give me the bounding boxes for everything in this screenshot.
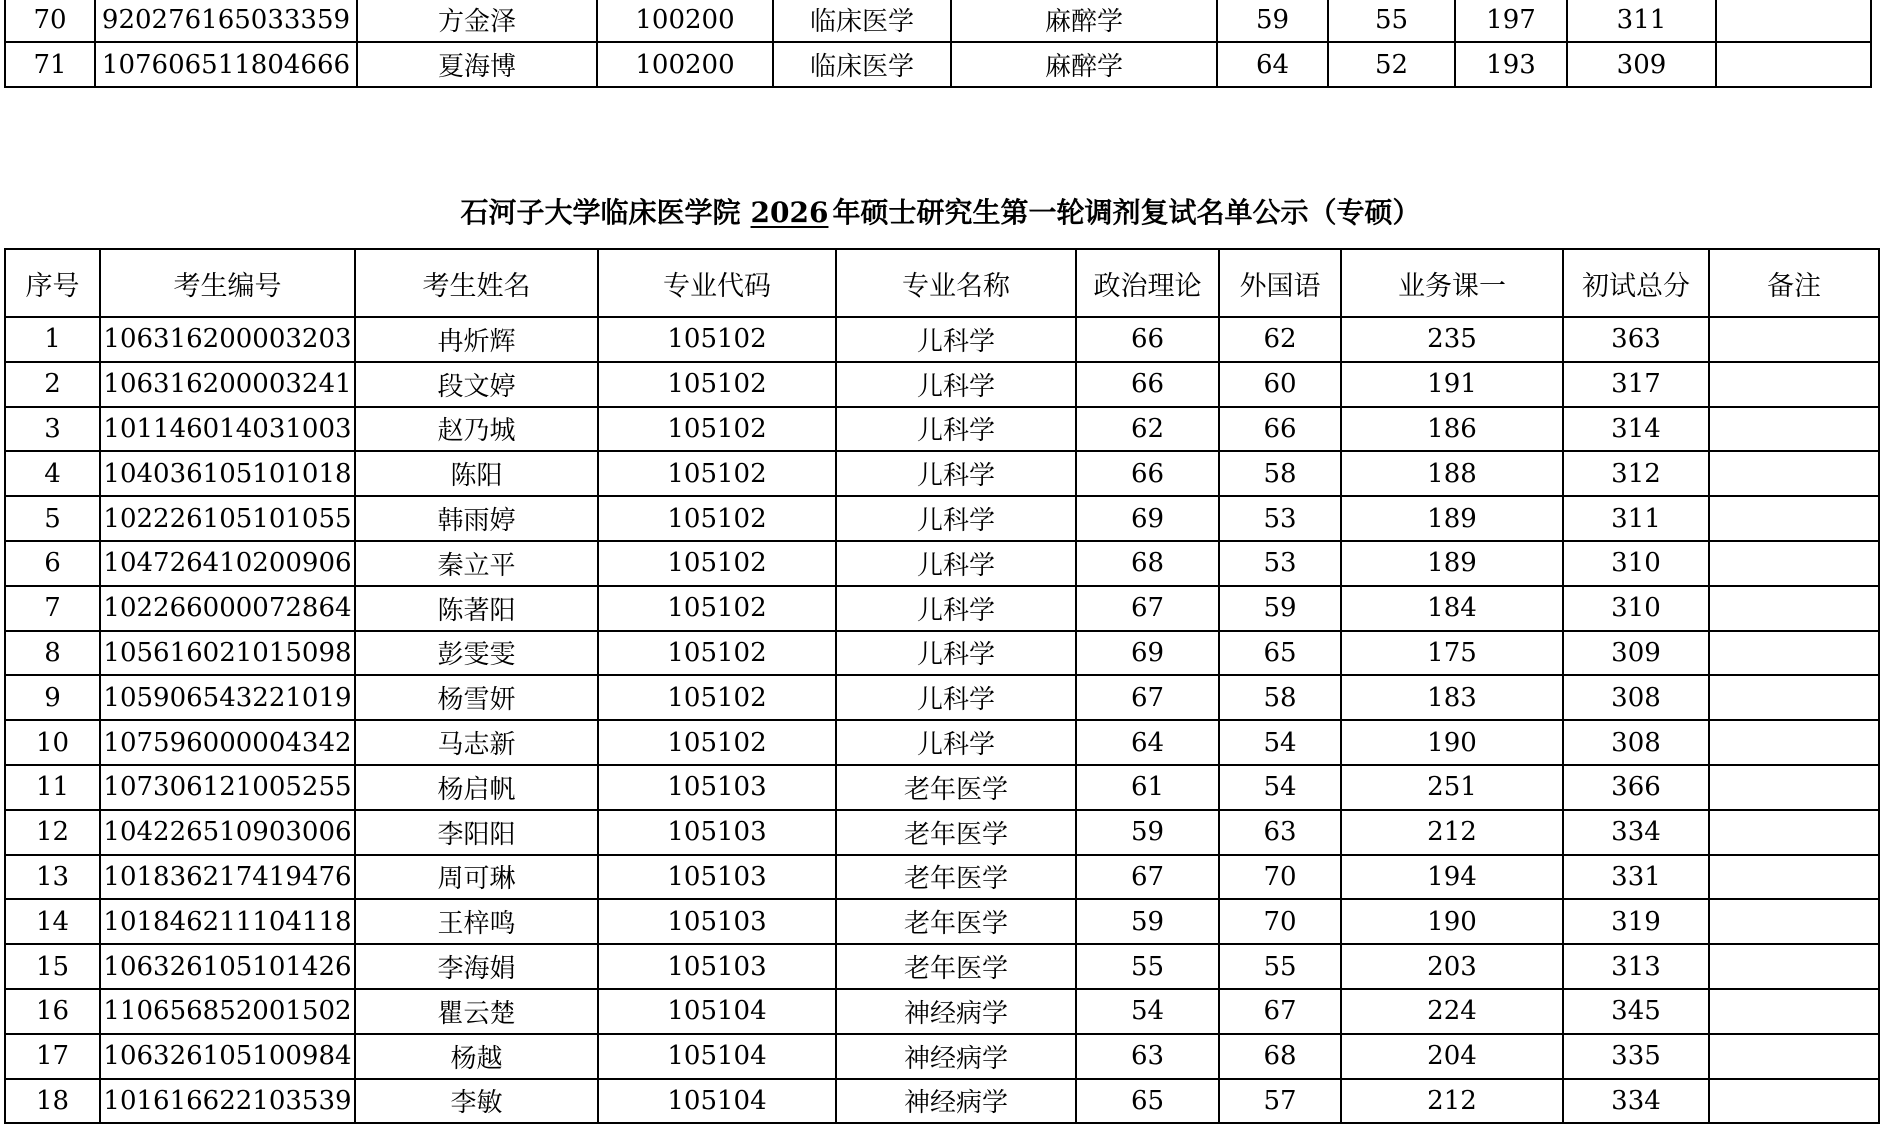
- table-cell: 311: [1567, 0, 1716, 42]
- table-row: [5, 765, 1879, 810]
- table-cell: [1709, 675, 1879, 720]
- table-cell: 儿科学: [836, 675, 1076, 720]
- table-cell: 2: [5, 362, 100, 407]
- table-cell: 101146014031003: [100, 407, 355, 452]
- previous-page-table: [4, 0, 1872, 88]
- table-cell: 韩雨婷: [355, 496, 598, 541]
- page-title: [0, 193, 1881, 233]
- table-cell: 183: [1341, 675, 1563, 720]
- table-cell: 59: [1217, 0, 1328, 42]
- table-cell: 175: [1341, 631, 1563, 676]
- table-cell: [1709, 407, 1879, 452]
- table-cell: 105103: [598, 944, 836, 989]
- table-cell: 临床医学: [773, 0, 951, 42]
- table-cell: 66: [1076, 451, 1219, 496]
- table-cell: 陈阳: [355, 451, 598, 496]
- table-cell: 54: [1219, 765, 1341, 810]
- table-cell: 神经病学: [836, 1034, 1076, 1079]
- table-cell: 251: [1341, 765, 1563, 810]
- table-cell: 16: [5, 989, 100, 1034]
- table-cell: 105102: [598, 586, 836, 631]
- table-cell: [1709, 720, 1879, 765]
- previous-table-body: [5, 0, 1871, 87]
- table-cell: 55: [1219, 944, 1341, 989]
- table-cell: 儿科学: [836, 720, 1076, 765]
- table-cell: [1716, 42, 1871, 87]
- table-cell: 184: [1341, 586, 1563, 631]
- table-cell: 段文婷: [355, 362, 598, 407]
- table-cell: 周可琳: [355, 855, 598, 900]
- table-cell: 59: [1076, 810, 1219, 855]
- table-cell: 李海娟: [355, 944, 598, 989]
- table-cell: 104726410200906: [100, 541, 355, 586]
- table-cell: 319: [1563, 899, 1709, 944]
- table-cell: 3: [5, 407, 100, 452]
- table-cell: 105104: [598, 989, 836, 1034]
- table-cell: 63: [1076, 1034, 1219, 1079]
- table-cell: 杨启帆: [355, 765, 598, 810]
- table-cell: 194: [1341, 855, 1563, 900]
- table-cell: 儿科学: [836, 451, 1076, 496]
- table-cell: 107596000004342: [100, 720, 355, 765]
- table-cell: [1709, 1079, 1879, 1124]
- table-row: [5, 989, 1879, 1034]
- table-cell: 64: [1217, 42, 1328, 87]
- table-cell: 308: [1563, 675, 1709, 720]
- table-cell: [1709, 1034, 1879, 1079]
- table-row: [5, 541, 1879, 586]
- table-cell: 62: [1076, 407, 1219, 452]
- table-row: [5, 586, 1879, 631]
- table-cell: 313: [1563, 944, 1709, 989]
- table-cell: 105103: [598, 765, 836, 810]
- table-cell: [1709, 496, 1879, 541]
- table-cell: 317: [1563, 362, 1709, 407]
- table-cell: 秦立平: [355, 541, 598, 586]
- table-cell: [1709, 362, 1879, 407]
- table-cell: 106326105101426: [100, 944, 355, 989]
- table-cell: 106316200003203: [100, 317, 355, 362]
- table-cell: 54: [1219, 720, 1341, 765]
- table-cell: 186: [1341, 407, 1563, 452]
- table-cell: 7: [5, 586, 100, 631]
- table-cell: 夏海博: [357, 42, 597, 87]
- title-suffix: 年硕士研究生第一轮调剂复试名单公示（专硕）: [832, 196, 1421, 229]
- table-cell: 57: [1219, 1079, 1341, 1124]
- table-cell: 104226510903006: [100, 810, 355, 855]
- table-cell: 71: [5, 42, 95, 87]
- table-cell: 191: [1341, 362, 1563, 407]
- table-cell: [1709, 855, 1879, 900]
- table-cell: 67: [1076, 586, 1219, 631]
- table-cell: 105616021015098: [100, 631, 355, 676]
- table-cell: 59: [1219, 586, 1341, 631]
- table-cell: 189: [1341, 541, 1563, 586]
- table-cell: 马志新: [355, 720, 598, 765]
- table-cell: 5: [5, 496, 100, 541]
- table-row: [5, 944, 1879, 989]
- table-row: [5, 42, 1871, 87]
- header-cell: 外国语: [1219, 249, 1341, 317]
- table-cell: 189: [1341, 496, 1563, 541]
- table-row: [5, 899, 1879, 944]
- table-cell: 105102: [598, 317, 836, 362]
- table-cell: 55: [1328, 0, 1455, 42]
- table-cell: 4: [5, 451, 100, 496]
- table-cell: 105103: [598, 810, 836, 855]
- table-cell: 12: [5, 810, 100, 855]
- table-cell: 63: [1219, 810, 1341, 855]
- table-cell: [1709, 810, 1879, 855]
- table-cell: 920276165033359: [95, 0, 357, 42]
- table-cell: 105102: [598, 407, 836, 452]
- table-cell: 60: [1219, 362, 1341, 407]
- table-row: [5, 631, 1879, 676]
- table-cell: 杨越: [355, 1034, 598, 1079]
- table-cell: 杨雪妍: [355, 675, 598, 720]
- table-cell: 58: [1219, 675, 1341, 720]
- table-cell: 105906543221019: [100, 675, 355, 720]
- table-cell: [1709, 631, 1879, 676]
- table-cell: 106326105100984: [100, 1034, 355, 1079]
- table-row: [5, 0, 1871, 42]
- table-cell: [1709, 899, 1879, 944]
- table-cell: [1716, 0, 1871, 42]
- table-cell: 赵乃城: [355, 407, 598, 452]
- table-row: [5, 451, 1879, 496]
- table-cell: 儿科学: [836, 407, 1076, 452]
- table-cell: 70: [5, 0, 95, 42]
- table-cell: 310: [1563, 586, 1709, 631]
- table-cell: 101836217419476: [100, 855, 355, 900]
- table-cell: 8: [5, 631, 100, 676]
- table-row: [5, 855, 1879, 900]
- table-cell: 53: [1219, 496, 1341, 541]
- table-cell: 69: [1076, 496, 1219, 541]
- table-cell: 66: [1219, 407, 1341, 452]
- table-cell: 310: [1563, 541, 1709, 586]
- table-cell: 老年医学: [836, 855, 1076, 900]
- table-cell: 冉炘辉: [355, 317, 598, 362]
- table-cell: 老年医学: [836, 765, 1076, 810]
- table-cell: 18: [5, 1079, 100, 1124]
- table-row: [5, 720, 1879, 765]
- candidate-table: [4, 248, 1880, 1124]
- table-cell: 14: [5, 899, 100, 944]
- table-cell: 69: [1076, 631, 1219, 676]
- table-cell: 203: [1341, 944, 1563, 989]
- table-cell: 59: [1076, 899, 1219, 944]
- header-cell: 专业代码: [598, 249, 836, 317]
- table-cell: 345: [1563, 989, 1709, 1034]
- table-cell: 224: [1341, 989, 1563, 1034]
- table-row: [5, 1034, 1879, 1079]
- table-cell: 366: [1563, 765, 1709, 810]
- table-cell: 67: [1219, 989, 1341, 1034]
- table-cell: 101616622103539: [100, 1079, 355, 1124]
- table-cell: 68: [1076, 541, 1219, 586]
- title-prefix: 石河子大学临床医学院: [460, 196, 741, 229]
- table-cell: 66: [1076, 362, 1219, 407]
- table-cell: 311: [1563, 496, 1709, 541]
- table-cell: 儿科学: [836, 586, 1076, 631]
- table-cell: 105102: [598, 631, 836, 676]
- table-row: [5, 407, 1879, 452]
- table-header: [5, 249, 1879, 317]
- table-cell: 188: [1341, 451, 1563, 496]
- table-cell: 儿科学: [836, 362, 1076, 407]
- table-cell: 193: [1455, 42, 1567, 87]
- table-cell: 老年医学: [836, 899, 1076, 944]
- table-cell: [1709, 989, 1879, 1034]
- header-cell: 序号: [5, 249, 100, 317]
- table-cell: 55: [1076, 944, 1219, 989]
- table-cell: 儿科学: [836, 496, 1076, 541]
- table-row: [5, 1079, 1879, 1124]
- table-cell: 儿科学: [836, 541, 1076, 586]
- header-row: [5, 249, 1879, 317]
- table-cell: 17: [5, 1034, 100, 1079]
- header-cell: 专业名称: [836, 249, 1076, 317]
- table-cell: 107606511804666: [95, 42, 357, 87]
- table-cell: 62: [1219, 317, 1341, 362]
- table-cell: [1709, 586, 1879, 631]
- table-cell: 11: [5, 765, 100, 810]
- table-cell: 老年医学: [836, 810, 1076, 855]
- table-cell: 110656852001502: [100, 989, 355, 1034]
- table-cell: 15: [5, 944, 100, 989]
- table-cell: 105104: [598, 1034, 836, 1079]
- table-cell: [1709, 451, 1879, 496]
- table-cell: 李阳阳: [355, 810, 598, 855]
- table-cell: 363: [1563, 317, 1709, 362]
- table-cell: 334: [1563, 1079, 1709, 1124]
- table-cell: 105102: [598, 451, 836, 496]
- title-year: 2026: [750, 196, 829, 229]
- table-cell: 102266000072864: [100, 586, 355, 631]
- table-cell: 204: [1341, 1034, 1563, 1079]
- table-cell: 335: [1563, 1034, 1709, 1079]
- table-cell: 65: [1219, 631, 1341, 676]
- table-cell: 105103: [598, 855, 836, 900]
- table-cell: 100200: [597, 42, 773, 87]
- table-cell: 10: [5, 720, 100, 765]
- table-cell: 方金泽: [357, 0, 597, 42]
- header-cell: 业务课一: [1341, 249, 1563, 317]
- table-cell: 100200: [597, 0, 773, 42]
- table-cell: [1709, 541, 1879, 586]
- table-cell: 64: [1076, 720, 1219, 765]
- table-cell: 101846211104118: [100, 899, 355, 944]
- table-cell: 9: [5, 675, 100, 720]
- table-cell: 瞿云楚: [355, 989, 598, 1034]
- table-cell: 神经病学: [836, 1079, 1076, 1124]
- header-cell: 考生姓名: [355, 249, 598, 317]
- table-cell: 66: [1076, 317, 1219, 362]
- table-cell: 212: [1341, 810, 1563, 855]
- table-cell: 190: [1341, 720, 1563, 765]
- table-cell: 334: [1563, 810, 1709, 855]
- table-row: [5, 317, 1879, 362]
- table-body: [5, 317, 1879, 1123]
- header-cell: 初试总分: [1563, 249, 1709, 317]
- table-cell: 67: [1076, 675, 1219, 720]
- table-cell: 53: [1219, 541, 1341, 586]
- table-cell: 105102: [598, 675, 836, 720]
- table-cell: 107306121005255: [100, 765, 355, 810]
- table-cell: 陈著阳: [355, 586, 598, 631]
- table-cell: 临床医学: [773, 42, 951, 87]
- table-cell: 197: [1455, 0, 1567, 42]
- table-cell: 68: [1219, 1034, 1341, 1079]
- table-cell: 105102: [598, 496, 836, 541]
- table-cell: 61: [1076, 765, 1219, 810]
- table-cell: 老年医学: [836, 944, 1076, 989]
- table-cell: 李敏: [355, 1079, 598, 1124]
- table-row: [5, 675, 1879, 720]
- table-cell: [1709, 944, 1879, 989]
- table-cell: 314: [1563, 407, 1709, 452]
- table-cell: [1709, 317, 1879, 362]
- table-row: [5, 362, 1879, 407]
- table-cell: 235: [1341, 317, 1563, 362]
- table-cell: 102226105101055: [100, 496, 355, 541]
- table-cell: 105103: [598, 899, 836, 944]
- table-cell: 212: [1341, 1079, 1563, 1124]
- table-cell: 麻醉学: [951, 42, 1217, 87]
- table-cell: 52: [1328, 42, 1455, 87]
- table-cell: 190: [1341, 899, 1563, 944]
- header-cell: 政治理论: [1076, 249, 1219, 317]
- table-cell: 儿科学: [836, 631, 1076, 676]
- header-cell: 考生编号: [100, 249, 355, 317]
- table-cell: 70: [1219, 855, 1341, 900]
- table-cell: 54: [1076, 989, 1219, 1034]
- table-row: [5, 810, 1879, 855]
- table-cell: 106316200003241: [100, 362, 355, 407]
- table-cell: 6: [5, 541, 100, 586]
- table-cell: [1709, 765, 1879, 810]
- table-cell: 王梓鸣: [355, 899, 598, 944]
- table-cell: 104036105101018: [100, 451, 355, 496]
- table-cell: 309: [1567, 42, 1716, 87]
- table-cell: 105102: [598, 720, 836, 765]
- table-cell: 331: [1563, 855, 1709, 900]
- table-cell: 105102: [598, 541, 836, 586]
- table-cell: 105102: [598, 362, 836, 407]
- table-cell: 彭雯雯: [355, 631, 598, 676]
- table-cell: 105104: [598, 1079, 836, 1124]
- table-cell: 67: [1076, 855, 1219, 900]
- table-cell: 神经病学: [836, 989, 1076, 1034]
- table-cell: 58: [1219, 451, 1341, 496]
- table-cell: 309: [1563, 631, 1709, 676]
- table-cell: 1: [5, 317, 100, 362]
- table-cell: 312: [1563, 451, 1709, 496]
- header-cell: 备注: [1709, 249, 1879, 317]
- table-cell: 308: [1563, 720, 1709, 765]
- table-cell: 65: [1076, 1079, 1219, 1124]
- table-cell: 儿科学: [836, 317, 1076, 362]
- table-cell: 麻醉学: [951, 0, 1217, 42]
- table-row: [5, 496, 1879, 541]
- table-cell: 70: [1219, 899, 1341, 944]
- table-cell: 13: [5, 855, 100, 900]
